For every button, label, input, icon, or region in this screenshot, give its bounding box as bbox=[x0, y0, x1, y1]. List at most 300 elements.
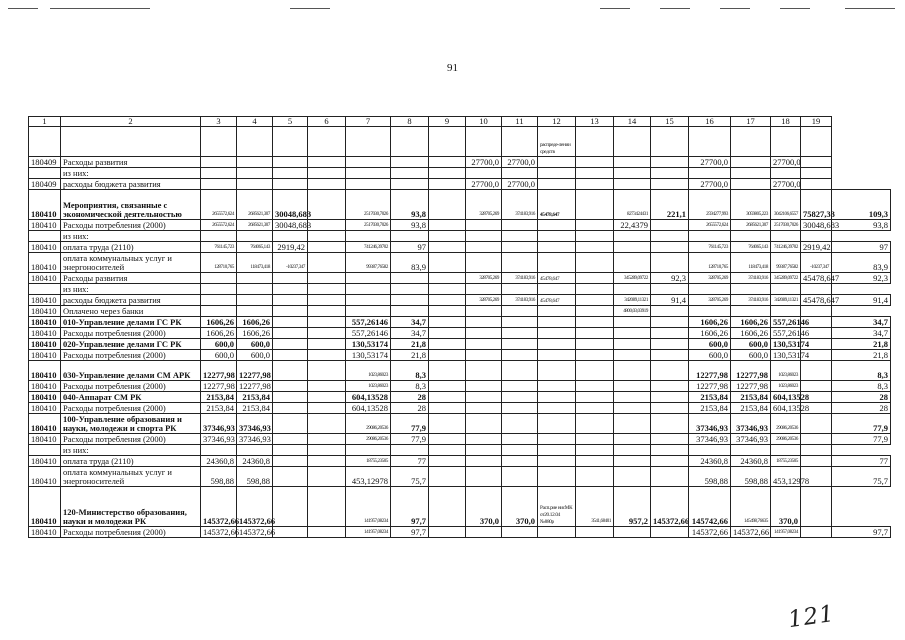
table-row bbox=[29, 434, 891, 445]
table-cell: 2655572,624 bbox=[689, 220, 731, 231]
table-cell bbox=[346, 231, 391, 242]
table-cell bbox=[308, 273, 346, 284]
table-cell: 128710,765 bbox=[201, 253, 237, 273]
table-cell: 328705,269 bbox=[466, 295, 502, 306]
table-cell: оплата коммунальных услуг и энергоносителей bbox=[61, 253, 201, 273]
table-cell: 99387,76582 bbox=[771, 253, 801, 273]
table-cell bbox=[308, 434, 346, 445]
table-cell: 1606,26 bbox=[237, 328, 273, 339]
table-cell bbox=[651, 220, 689, 231]
column-header: 6 bbox=[308, 117, 346, 127]
table-cell: 99387,76582 bbox=[346, 253, 391, 273]
table-cell: 28 bbox=[391, 392, 429, 403]
table-cell bbox=[538, 157, 576, 168]
table-cell: 453,12978 bbox=[346, 467, 391, 487]
table-cell bbox=[237, 273, 273, 284]
table-cell: 37346,93 bbox=[237, 434, 273, 445]
table-cell bbox=[273, 127, 308, 157]
table-cell bbox=[237, 295, 273, 306]
table-cell bbox=[651, 328, 689, 339]
table-cell: 12277,98 bbox=[201, 361, 237, 381]
table-cell bbox=[466, 306, 502, 317]
table-cell bbox=[237, 127, 273, 157]
table-cell bbox=[502, 403, 538, 414]
table-cell bbox=[391, 127, 429, 157]
table-cell: 12277,98 bbox=[201, 381, 237, 392]
table-cell: 34,7 bbox=[832, 317, 891, 328]
table-cell: 600,0 bbox=[689, 339, 731, 350]
table-cell bbox=[308, 328, 346, 339]
table-cell bbox=[576, 284, 614, 295]
table-cell bbox=[273, 361, 308, 381]
table-cell: 141957,08234 bbox=[771, 527, 801, 538]
table-cell bbox=[576, 242, 614, 253]
table-cell bbox=[273, 467, 308, 487]
table-cell: 27700,0 bbox=[502, 157, 538, 168]
table-cell: 37346,93 bbox=[689, 414, 731, 434]
table-cell: 2685621,307 bbox=[237, 220, 273, 231]
table-cell bbox=[429, 242, 466, 253]
table-cell bbox=[237, 306, 273, 317]
top-rule bbox=[8, 8, 38, 9]
table-cell bbox=[651, 350, 689, 361]
table-cell bbox=[538, 284, 576, 295]
table-cell: 1606,26 bbox=[731, 328, 771, 339]
table-cell: 030-Управление делами СМ АРК bbox=[61, 361, 201, 381]
table-cell bbox=[651, 339, 689, 350]
table-cell bbox=[576, 339, 614, 350]
table-cell bbox=[237, 168, 273, 179]
top-rule bbox=[600, 8, 630, 9]
table-cell bbox=[502, 361, 538, 381]
table-cell: 141957,08234 bbox=[346, 487, 391, 527]
table-cell: из них: bbox=[61, 231, 201, 242]
table-cell: 118473,418 bbox=[237, 253, 273, 273]
table-row bbox=[29, 306, 891, 317]
table-cell bbox=[201, 284, 237, 295]
table-row bbox=[29, 253, 891, 273]
table-row bbox=[29, 350, 891, 361]
table-cell: 557,26146 bbox=[771, 317, 801, 328]
table-cell: 3059805,223 bbox=[731, 190, 771, 220]
table-cell: 21,8 bbox=[391, 339, 429, 350]
table-cell: 328705,269 bbox=[466, 190, 502, 220]
table-cell: 37346,93 bbox=[731, 434, 771, 445]
table-cell bbox=[538, 381, 576, 392]
table-row bbox=[29, 242, 891, 253]
table-cell bbox=[502, 127, 538, 157]
table-cell bbox=[201, 295, 237, 306]
table-cell: 342089,11321 bbox=[771, 295, 801, 306]
table-cell bbox=[237, 157, 273, 168]
table-cell bbox=[502, 467, 538, 487]
table-cell bbox=[651, 231, 689, 242]
table-cell: 374183,916 bbox=[731, 295, 771, 306]
table-cell bbox=[576, 317, 614, 328]
table-cell bbox=[538, 339, 576, 350]
table-cell bbox=[502, 306, 538, 317]
table-cell bbox=[576, 127, 614, 157]
table-cell: 21,8 bbox=[391, 350, 429, 361]
table-cell: 145372,66 bbox=[651, 487, 689, 527]
table-cell: 97,7 bbox=[391, 487, 429, 527]
table-cell bbox=[651, 157, 689, 168]
table-cell bbox=[614, 253, 651, 273]
table-cell: 145372,66 bbox=[201, 487, 237, 527]
table-cell bbox=[429, 381, 466, 392]
table-row bbox=[29, 179, 891, 190]
table-cell bbox=[466, 284, 502, 295]
table-cell bbox=[538, 168, 576, 179]
table-cell bbox=[801, 361, 832, 381]
budget-table bbox=[28, 116, 891, 538]
table-row bbox=[29, 456, 891, 467]
table-cell bbox=[308, 179, 346, 190]
table-cell bbox=[538, 231, 576, 242]
table-cell: 957,2 bbox=[614, 487, 651, 527]
table-cell bbox=[538, 179, 576, 190]
table-cell: из них: bbox=[61, 284, 201, 295]
table-cell bbox=[614, 242, 651, 253]
table-row bbox=[29, 190, 891, 220]
table-cell bbox=[689, 231, 731, 242]
table-cell: 29086,20536 bbox=[346, 414, 391, 434]
table-cell: 557,26146 bbox=[346, 328, 391, 339]
table-cell bbox=[237, 231, 273, 242]
table-cell bbox=[576, 445, 614, 456]
table-row bbox=[29, 467, 891, 487]
table-row bbox=[29, 414, 891, 434]
table-cell: Расходы потребления (2000) bbox=[61, 328, 201, 339]
table-cell bbox=[273, 456, 308, 467]
table-cell bbox=[502, 253, 538, 273]
table-cell: 180410 bbox=[29, 487, 61, 527]
table-cell bbox=[273, 317, 308, 328]
table-row bbox=[29, 273, 891, 284]
table-cell: 180410 bbox=[29, 273, 61, 284]
column-header: 12 bbox=[538, 117, 576, 127]
table-cell bbox=[538, 350, 576, 361]
table-cell: оплата труда (2110) bbox=[61, 242, 201, 253]
table-cell bbox=[651, 434, 689, 445]
table-cell bbox=[429, 190, 466, 220]
table-cell: 77,9 bbox=[391, 434, 429, 445]
table-cell bbox=[429, 456, 466, 467]
table-cell bbox=[466, 339, 502, 350]
table-cell: 145372,66 bbox=[237, 487, 273, 527]
table-cell bbox=[771, 445, 801, 456]
table-cell: 2517030,7026 bbox=[771, 220, 801, 231]
table-cell bbox=[801, 434, 832, 445]
table-row bbox=[29, 339, 891, 350]
table-cell: 109,3 bbox=[832, 190, 891, 220]
table-cell: 75,7 bbox=[391, 467, 429, 487]
table-cell bbox=[731, 284, 771, 295]
table-cell: 345289,09722 bbox=[771, 273, 801, 284]
table-cell bbox=[308, 284, 346, 295]
column-header: 8 bbox=[391, 117, 429, 127]
table-cell: 130,53174 bbox=[771, 350, 801, 361]
table-cell bbox=[614, 157, 651, 168]
table-cell: 130,53174 bbox=[346, 350, 391, 361]
table-row bbox=[29, 487, 891, 527]
table-cell: 45478,647 bbox=[801, 273, 832, 284]
table-cell bbox=[308, 392, 346, 403]
table-cell bbox=[538, 434, 576, 445]
table-cell: 328705,269 bbox=[466, 273, 502, 284]
table-cell: 24360,8 bbox=[237, 456, 273, 467]
table-cell: -10237,347 bbox=[273, 253, 308, 273]
table-cell bbox=[429, 527, 466, 538]
table-cell bbox=[651, 414, 689, 434]
table-cell: 97,7 bbox=[832, 527, 891, 538]
table-cell: 180410 bbox=[29, 328, 61, 339]
table-cell: 370,0 bbox=[466, 487, 502, 527]
table-cell: 37346,93 bbox=[689, 434, 731, 445]
table-cell bbox=[466, 242, 502, 253]
table-cell: 12277,98 bbox=[689, 361, 731, 381]
table-cell: 37346,93 bbox=[237, 414, 273, 434]
table-cell: 2919,42 bbox=[273, 242, 308, 253]
table-cell bbox=[502, 231, 538, 242]
table-cell: 345289,09722 bbox=[614, 273, 651, 284]
table-cell: Оплачено через банки bbox=[61, 306, 201, 317]
table-cell bbox=[29, 231, 61, 242]
table-cell bbox=[771, 306, 801, 317]
table-cell bbox=[576, 295, 614, 306]
table-cell bbox=[308, 361, 346, 381]
table-cell: 180410 bbox=[29, 350, 61, 361]
table-cell bbox=[273, 487, 308, 527]
table-cell bbox=[346, 127, 391, 157]
table-cell: 1606,26 bbox=[201, 328, 237, 339]
table-cell bbox=[614, 179, 651, 190]
table-cell: 1023,86023 bbox=[771, 381, 801, 392]
table-cell: 145372,66 bbox=[689, 527, 731, 538]
table-cell: Расходы развития bbox=[61, 273, 201, 284]
table-cell bbox=[801, 445, 832, 456]
table-cell bbox=[576, 273, 614, 284]
table-cell: 180410 bbox=[29, 295, 61, 306]
table-cell bbox=[651, 253, 689, 273]
table-cell: расходы бюджета развития bbox=[61, 295, 201, 306]
table-cell bbox=[689, 168, 731, 179]
table-cell bbox=[538, 306, 576, 317]
table-cell bbox=[801, 527, 832, 538]
table-cell bbox=[801, 456, 832, 467]
table-cell bbox=[576, 168, 614, 179]
table-cell bbox=[614, 467, 651, 487]
table-cell: 328705,269 bbox=[689, 273, 731, 284]
table-cell bbox=[308, 253, 346, 273]
table-cell bbox=[651, 456, 689, 467]
table-cell bbox=[651, 127, 689, 157]
table-cell bbox=[502, 339, 538, 350]
table-cell bbox=[576, 467, 614, 487]
table-cell: 600,0 bbox=[731, 350, 771, 361]
table-row bbox=[29, 445, 891, 456]
table-cell bbox=[429, 220, 466, 231]
table-cell bbox=[502, 527, 538, 538]
table-cell: 2153,84 bbox=[201, 403, 237, 414]
table-cell: 77,9 bbox=[832, 414, 891, 434]
table-cell bbox=[689, 445, 731, 456]
table-cell bbox=[538, 456, 576, 467]
table-cell bbox=[273, 445, 308, 456]
top-rule bbox=[780, 8, 810, 9]
table-cell: 1023,86023 bbox=[346, 381, 391, 392]
table-row bbox=[29, 317, 891, 328]
table-cell bbox=[731, 306, 771, 317]
header-row bbox=[29, 117, 891, 127]
table-cell bbox=[429, 273, 466, 284]
column-header: 16 bbox=[689, 117, 731, 127]
table-cell: 1606,26 bbox=[689, 328, 731, 339]
table-cell bbox=[651, 242, 689, 253]
table-cell: 221,1 bbox=[651, 190, 689, 220]
table-cell bbox=[273, 403, 308, 414]
table-cell bbox=[614, 284, 651, 295]
table-cell bbox=[201, 179, 237, 190]
table-cell bbox=[273, 168, 308, 179]
table-cell bbox=[502, 434, 538, 445]
table-cell: 18755,23505 bbox=[346, 456, 391, 467]
table-cell bbox=[651, 306, 689, 317]
column-header: 1 bbox=[29, 117, 61, 127]
table-cell bbox=[576, 361, 614, 381]
table-cell bbox=[273, 381, 308, 392]
table-cell bbox=[29, 445, 61, 456]
table-cell bbox=[651, 317, 689, 328]
table-cell: 24360,8 bbox=[201, 456, 237, 467]
table-cell bbox=[801, 414, 832, 434]
table-cell bbox=[308, 467, 346, 487]
table-cell bbox=[391, 168, 429, 179]
table-cell bbox=[466, 456, 502, 467]
table-cell bbox=[201, 157, 237, 168]
table-row bbox=[29, 381, 891, 392]
table-cell: 8,3 bbox=[832, 381, 891, 392]
table-cell bbox=[614, 434, 651, 445]
table-cell bbox=[201, 127, 237, 157]
table-cell: 020-Управление делами ГС РК bbox=[61, 339, 201, 350]
table-cell bbox=[308, 295, 346, 306]
table-cell bbox=[273, 295, 308, 306]
column-header: 17 bbox=[731, 117, 771, 127]
table-cell: 91,4 bbox=[651, 295, 689, 306]
table-cell bbox=[502, 317, 538, 328]
table-cell: 8,3 bbox=[391, 361, 429, 381]
table-cell: 1023,86023 bbox=[771, 361, 801, 381]
column-header: 15 bbox=[651, 117, 689, 127]
top-rule bbox=[290, 8, 330, 9]
table-cell: 145372,66 bbox=[201, 527, 237, 538]
table-cell bbox=[731, 231, 771, 242]
table-cell bbox=[466, 527, 502, 538]
table-cell bbox=[614, 445, 651, 456]
table-cell: 29086,20536 bbox=[771, 414, 801, 434]
table-cell bbox=[502, 350, 538, 361]
table-row bbox=[29, 168, 891, 179]
table-cell: 27700,0 bbox=[689, 179, 731, 190]
table-cell bbox=[201, 231, 237, 242]
table-cell bbox=[429, 414, 466, 434]
table-cell bbox=[801, 168, 832, 179]
table-cell: 180410 bbox=[29, 527, 61, 538]
table-cell: 141957,08234 bbox=[346, 527, 391, 538]
table-cell bbox=[538, 392, 576, 403]
table-row bbox=[29, 527, 891, 538]
table-cell bbox=[576, 231, 614, 242]
table-cell bbox=[651, 284, 689, 295]
table-cell: 374183,916 bbox=[731, 273, 771, 284]
table-cell bbox=[689, 306, 731, 317]
table-cell: 91,4 bbox=[832, 295, 891, 306]
table-cell bbox=[429, 284, 466, 295]
table-cell: 145742,66 bbox=[689, 487, 731, 527]
table-cell bbox=[273, 306, 308, 317]
table-cell: 2655572,624 bbox=[201, 190, 237, 220]
table-cell: 342089,11321 bbox=[614, 295, 651, 306]
table-cell bbox=[576, 190, 614, 220]
table-cell: 557,26146 bbox=[771, 328, 801, 339]
table-cell: 128710,765 bbox=[689, 253, 731, 273]
top-rule bbox=[50, 8, 150, 9]
table-cell: 1023,86023 bbox=[346, 361, 391, 381]
table-cell: Расходы потребления (2000) bbox=[61, 381, 201, 392]
table-cell bbox=[614, 317, 651, 328]
table-cell: распреде-лении средств bbox=[538, 127, 576, 157]
table-cell: 2594277,993 bbox=[689, 190, 731, 220]
top-rule bbox=[660, 8, 690, 9]
table-cell: 18755,23505 bbox=[771, 456, 801, 467]
table-cell bbox=[273, 414, 308, 434]
top-rule bbox=[720, 8, 750, 9]
table-cell bbox=[466, 403, 502, 414]
column-header: 19 bbox=[801, 117, 832, 127]
table-cell bbox=[308, 306, 346, 317]
table-cell: 2685621,307 bbox=[731, 220, 771, 231]
table-cell bbox=[538, 527, 576, 538]
table-cell: из них: bbox=[61, 445, 201, 456]
table-cell bbox=[502, 381, 538, 392]
table-cell bbox=[466, 361, 502, 381]
table-cell: 37346,93 bbox=[731, 414, 771, 434]
table-cell: 180410 bbox=[29, 361, 61, 381]
table-cell: 2517030,7026 bbox=[346, 190, 391, 220]
table-cell: 93,8 bbox=[391, 220, 429, 231]
table-cell bbox=[273, 231, 308, 242]
table-cell bbox=[538, 445, 576, 456]
table-cell: 604,13528 bbox=[771, 392, 801, 403]
table-cell bbox=[391, 284, 429, 295]
table-row bbox=[29, 231, 891, 242]
table-cell: 24360,8 bbox=[731, 456, 771, 467]
table-cell bbox=[576, 403, 614, 414]
table-cell: 100-Управление образования и науки, молодежи и спорта РК bbox=[61, 414, 201, 434]
table-cell bbox=[308, 527, 346, 538]
table-cell bbox=[651, 392, 689, 403]
table-cell bbox=[237, 284, 273, 295]
table-cell bbox=[429, 392, 466, 403]
table-cell: 180410 bbox=[29, 220, 61, 231]
table-cell: 2153,84 bbox=[201, 392, 237, 403]
table-cell bbox=[538, 414, 576, 434]
table-cell bbox=[273, 392, 308, 403]
table-cell bbox=[651, 361, 689, 381]
table-cell: 2919,42 bbox=[801, 242, 832, 253]
table-cell: 12277,98 bbox=[237, 381, 273, 392]
